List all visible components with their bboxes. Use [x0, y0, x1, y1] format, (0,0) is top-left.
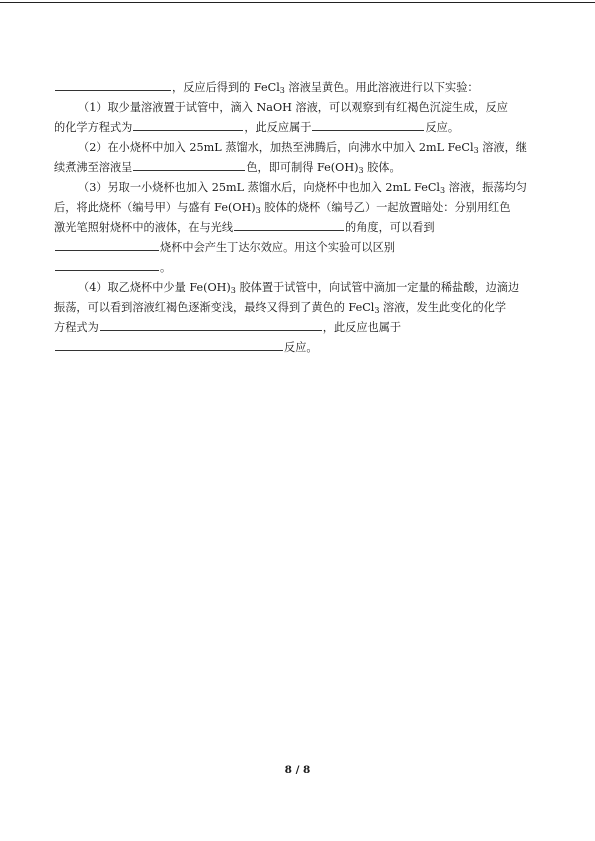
q1-line — [54, 118, 542, 138]
text: 。 — [160, 261, 172, 274]
text: 溶液呈黄色。用此溶液进行以下实验： — [284, 81, 479, 94]
subscript: 3 — [230, 286, 236, 295]
answer-blank[interactable] — [55, 339, 283, 351]
text: 色，即可制得 Fe(OH) — [246, 161, 359, 174]
q2-line — [54, 158, 542, 178]
text: ，此反应也属于 — [322, 321, 402, 334]
subscript: 3 — [358, 166, 364, 175]
text: 胶体的烧杯（编号乙）一起放置暗处：分别用红色 — [260, 201, 511, 214]
question-body — [54, 78, 542, 358]
q3-line — [54, 258, 542, 278]
answer-blank[interactable] — [100, 319, 322, 331]
subscript: 3 — [255, 206, 261, 215]
answer-blank[interactable] — [55, 259, 159, 271]
q3-line — [54, 198, 542, 218]
text: 溶液，发生此变化的化学 — [379, 301, 507, 314]
intro-line — [54, 78, 542, 98]
text: 方程式为 — [54, 321, 99, 334]
text: 溶液，振荡均匀 — [445, 181, 527, 194]
text: 续煮沸至溶液呈 — [54, 161, 133, 174]
text: （3）另取一小烧杯也加入 25mL 蒸馏水后，向烧杯中也加入 2mL FeCl — [78, 181, 440, 194]
text: 胶体置于试管中，向试管中滴加一定量的稀盐酸，边滴边 — [235, 281, 520, 294]
text: 反应。 — [425, 121, 460, 134]
text: （1）取少量溶液置于试管中，滴入 NaOH 溶液，可以观察到有红褐色沉淀生成，反应 — [78, 101, 508, 114]
header-rule — [0, 2, 595, 3]
answer-blank[interactable] — [133, 159, 245, 171]
text: （2）在小烧杯中加入 25mL 蒸馏水，加热至沸腾后，向沸水中加入 2mL FeCl — [78, 141, 474, 154]
answer-blank[interactable] — [234, 219, 344, 231]
q3-line — [54, 178, 542, 198]
subscript: 3 — [473, 146, 479, 155]
q4-line — [54, 298, 542, 318]
q3-line — [54, 238, 542, 258]
text: 的角度，可以看到 — [345, 221, 435, 234]
text: 胶体。 — [363, 161, 401, 174]
text: 溶液，继 — [478, 141, 527, 154]
text: 的化学方程式为 — [54, 121, 133, 134]
text: 后，将此烧杯（编号甲）与盛有 Fe(OH) — [54, 201, 256, 214]
text: 烧杯中会产生丁达尔效应。用这个实验可以区别 — [160, 241, 395, 254]
text: 反应。 — [284, 341, 318, 354]
subscript: 3 — [279, 86, 285, 95]
q4-line — [54, 338, 542, 358]
q3-line — [54, 218, 542, 238]
answer-blank[interactable] — [133, 119, 243, 131]
q2-line — [54, 138, 542, 158]
q1-line — [54, 98, 542, 118]
subscript: 3 — [374, 306, 380, 315]
text: 振荡，可以看到溶液红褐色逐渐变浅，最终又得到了黄色的 FeCl — [54, 301, 375, 314]
page-number: 8 / 8 — [284, 764, 311, 776]
subscript: 3 — [440, 186, 446, 195]
text: （4）取乙烧杯中少量 Fe(OH) — [78, 281, 231, 294]
answer-blank[interactable] — [55, 79, 171, 91]
q4-line — [54, 278, 542, 298]
text: ，反应后得到的 FeCl — [172, 81, 280, 94]
text: 激光笔照射烧杯中的液体，在与光线 — [54, 221, 234, 234]
answer-blank[interactable] — [55, 239, 159, 251]
text: ，此反应属于 — [244, 121, 312, 134]
answer-blank[interactable] — [312, 119, 424, 131]
q4-line — [54, 318, 542, 338]
